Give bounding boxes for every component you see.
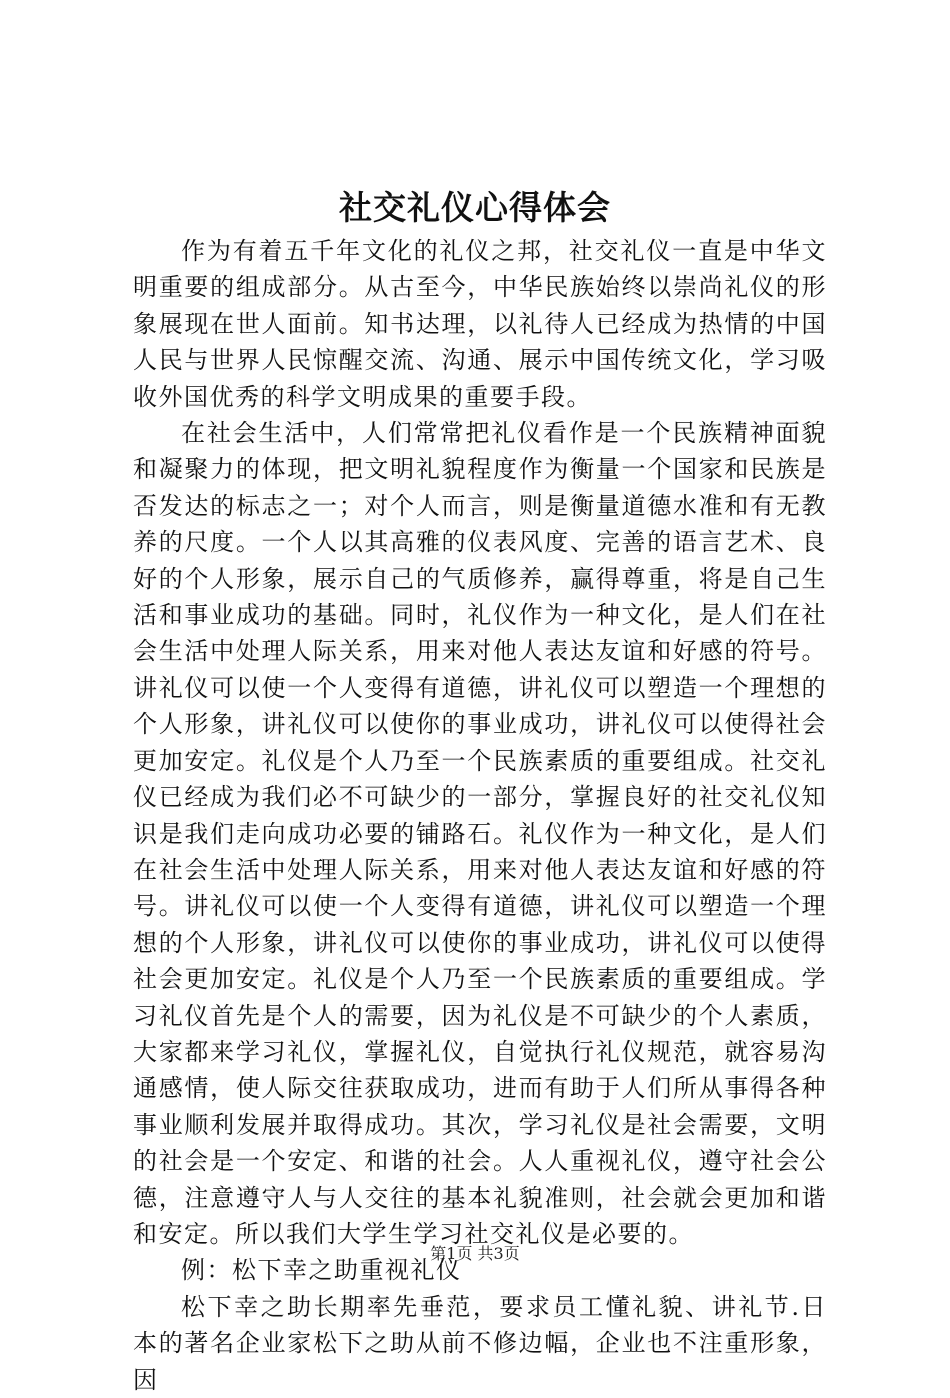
example-heading: 例：松下幸之助重视礼仪 [181, 1256, 462, 1285]
body-paragraph: 作为有着五千年文化的礼仪之邦，社交礼仪一直是中华文明重要的组成部分。从古至今，中华民族始终以崇尚礼仪的形象展现在世人面前。知书达理，以礼待人已经成为热情的中国人民与世界人民惊醒交流、沟通、展示中国传统文化，学习吸收外国优秀的科学文明成果的重要手段。 [133, 237, 827, 411]
page-footer: 第1页 共3页 [430, 1244, 520, 1263]
body-paragraph: 在社会生活中，人们常常把礼仪看作是一个民族精神面貌和凝聚力的体现，把文明礼貌程度作为衡量一个国家和民族是否发达的标志之一；对个人而言，则是衡量道德水准和有无教养的尺度。一个人以其高雅的仪表风度、完善的语言艺术、良好的个人形象，展示自己的气质修养，赢得尊重，将是自己生活和事业成功的基础。同时，礼仪作为一种文化，是人们在社会生活中处理人际关系，用来对他人表达友谊和好感的符号。讲礼仪可以使一个人变得有道德，讲礼仪可以塑造一个理想的个人形象，讲礼仪可以使你的事业成功，讲礼仪可以使得社会更加安定。礼仪是个人乃至一个民族素质的重要组成。社交礼仪已经成为我们必不可缺少的一部分，掌握良好的社交礼仪知识是我们走向成功必要的铺路石。礼仪作为一种文化，是人们在社会生活中处理人际关系，用来对他人表达友谊和好感的符号。讲礼仪可以使一个人变得有道德，讲礼仪可以塑造一个理想的个人形象，讲礼仪可以使你的事业成功，讲礼仪可以使得社会更加安定。礼仪是个人乃至一个民族素质的重要组成。学习礼仪首先是个人的需要，因为礼仪是不可缺少的个人素质，大家都来学习礼仪，掌握礼仪，自觉执行礼仪规范，就容易沟通感情，使人际交往获取成功，进而有助于人们所从事得各种事业顺利发展并取得成功。其次，学习礼仪是社会需要，文明的社会是一个安定、和谐的社会。人人重视礼仪，遵守社会公德，注意遵守人与人交往的基本礼貌准则，社会就会更加和谐和安定。所以我们大学生学习社交礼仪是必要的。 [133, 419, 827, 1248]
document-title: 社交礼仪心得体会 [339, 188, 611, 227]
body-paragraph: 松下幸之助长期率先垂范，要求员工懂礼貌、讲礼节.日本的著名企业家松下之助从前不修边幅，企业也不注重形象，因 [133, 1292, 827, 1394]
document-body [133, 233, 827, 1398]
